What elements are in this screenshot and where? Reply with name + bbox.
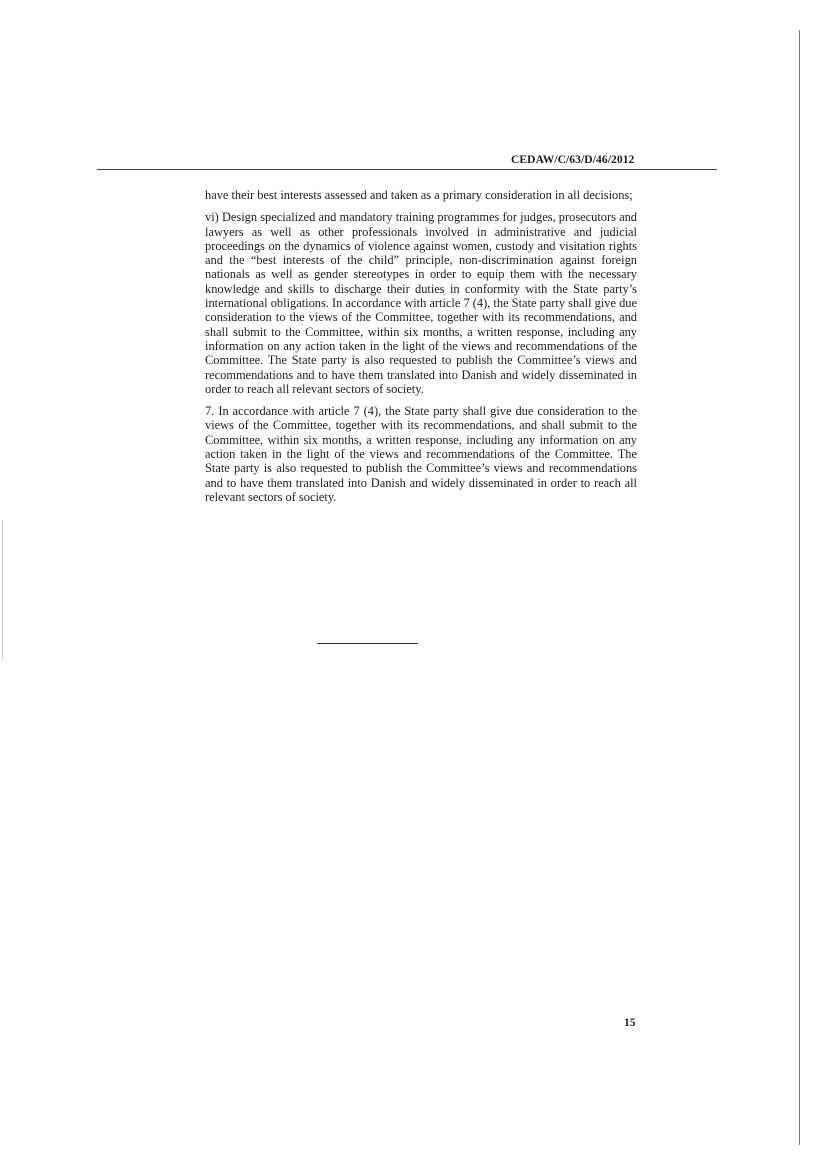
scan-edge-line (799, 30, 800, 1145)
page-number: 15 (624, 1017, 636, 1029)
header-rule (97, 169, 717, 170)
scan-edge-mark (2, 520, 3, 660)
paragraph-item-vi: vi) Design specialized and mandatory training programmes for judges, prosecutors and lawyers as well as other professionals involved in administrative and judicial proceedings on the dynamics of violence against women, custody and visitation rights and the “best interests of the child” principle, non-discrimination against foreign nationals as well as gender stereotypes in order to equip them with the necessary knowledge and skills to discharge their duties in conformity with the State party’s international obligations. In accordance with article 7 (4), the State party shall give due consideration to the views of the Committee, together with its recommendations, and shall submit to the Committee, within six months, a written response, including any information on any action taken in the light of the views and recommendations of the Committee. The State party is also requested to publish the Committee’s views and recommendations and to have them translated into Danish and widely disseminated in order to reach all relevant sectors of society. (205, 210, 637, 396)
paragraph-7: 7. In accordance with article 7 (4), the State party shall give due consideration to the views of the Committee, together with its recommendations, and shall submit to the Committee, within six months, a written response, including any information on any action taken in the light of the views and recommendations of the Committee. The State party is also requested to publish the Committee’s views and recommendations and to have them translated into Danish and widely disseminated in order to reach all relevant sectors of society. (205, 404, 637, 504)
document-symbol: CEDAW/C/63/D/46/2012 (511, 154, 635, 166)
end-of-document-rule (317, 643, 418, 644)
body-text (205, 188, 637, 512)
paragraph-continuation: have their best interests assessed and taken as a primary consideration in all decisions; (205, 188, 633, 202)
